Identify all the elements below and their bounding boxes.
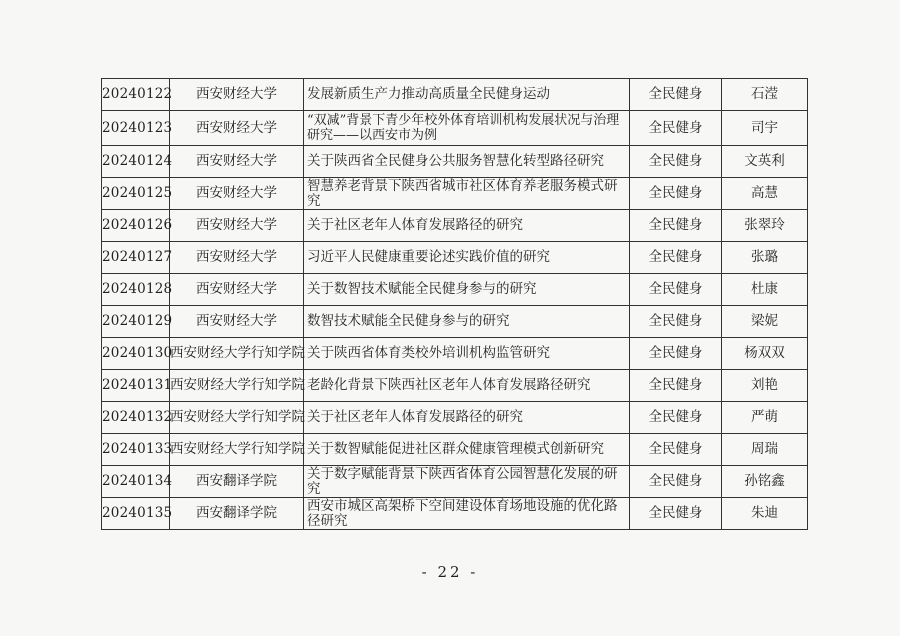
project-number-text: 20240132 [102,409,173,425]
category-cell [630,402,722,434]
category-cell [630,274,722,306]
person-name-text: 石滢 [751,86,778,102]
project-title-text: “双减”背景下青少年校外体育培训机构发展状况与治理研究——以西安市为例 [307,113,620,143]
person-name-cell [722,210,808,242]
project-number-text: 20240134 [102,473,173,489]
person-name-text: 杜康 [751,281,778,297]
person-name-cell [722,242,808,274]
table-row [102,402,808,434]
institution-cell [170,306,304,338]
project-table [101,78,808,530]
person-name-text: 司宇 [751,119,778,136]
page-number: - 22 - [421,563,479,581]
category-cell [630,338,722,370]
institution-cell [170,111,304,146]
table-row [102,210,808,242]
institution-cell [170,242,304,274]
category-cell [630,79,722,111]
project-number-text: 20240122 [102,86,173,102]
project-number-cell [102,434,173,466]
institution-cell [170,178,304,210]
category-cell [630,306,722,338]
project-title-text: 数智技术赋能全民健身参与的研究 [307,313,510,329]
person-name-text: 严萌 [751,409,778,425]
category-cell [630,370,722,402]
project-title-text: 西安市城区高架桥下空间建设体育场地设施的优化路径研究 [307,497,618,529]
person-name-text: 文英利 [744,153,785,169]
table-row [102,498,808,530]
category-text: 全民健身 [648,185,703,201]
category-text: 全民健身 [648,86,703,102]
person-name-text: 刘艳 [751,377,778,393]
person-name-cell [722,466,808,498]
person-name-cell [722,434,808,466]
table-row [102,111,808,146]
category-text: 全民健身 [648,249,703,265]
project-number-cell [102,178,173,210]
project-title-cell [304,111,630,146]
project-title-text: 关于数智赋能促进社区群众健康管理模式创新研究 [307,441,604,457]
table-row [102,338,808,370]
person-name-cell [722,274,808,306]
person-name-cell [722,178,808,210]
project-number-text: 20240127 [102,249,173,265]
table-row [102,146,808,178]
project-number-cell [102,111,173,146]
category-text: 全民健身 [648,345,703,361]
project-title-cell [304,79,630,111]
project-title-text: 老龄化背景下陕西社区老年人体育发展路径研究 [307,377,591,393]
project-title-cell [304,402,630,434]
person-name-cell [722,146,808,178]
institution-text: 西安财经大学 [196,249,277,265]
project-title-text: 关于陕西省体育类校外培训机构监管研究 [307,345,550,361]
project-title-cell [304,370,630,402]
table-body [102,79,808,530]
project-title-text: 关于陕西省全民健身公共服务智慧化转型路径研究 [307,153,604,169]
category-cell [630,498,722,530]
project-number-text: 20240129 [102,313,173,329]
category-text: 全民健身 [648,119,703,136]
project-number-cell [102,338,173,370]
project-title-text: 关于社区老年人体育发展路径的研究 [307,409,523,425]
institution-cell [170,498,304,530]
project-title-text: 关于社区老年人体育发展路径的研究 [307,217,523,233]
category-text: 全民健身 [648,281,703,297]
project-number-cell [102,402,173,434]
project-title-cell [304,434,630,466]
institution-cell [170,79,304,111]
institution-cell [170,146,304,178]
institution-cell [170,466,304,498]
category-cell [630,111,722,146]
institution-text: 西安财经大学行知学院 [170,409,305,425]
category-cell [630,146,722,178]
institution-text: 西安财经大学行知学院 [170,345,305,361]
project-title-cell [304,178,630,210]
project-number-text: 20240133 [102,441,173,457]
table-row [102,178,808,210]
project-title-text: 关于数字赋能背景下陕西省体育公园智慧化发展的研究 [307,465,618,497]
project-number-cell [102,242,173,274]
table-row [102,79,808,111]
category-text: 全民健身 [648,313,703,329]
project-title-text: 发展新质生产力推动高质量全民健身运动 [307,86,550,102]
project-number-text: 20240126 [102,217,173,233]
institution-text: 西安财经大学行知学院 [170,441,305,457]
project-number-cell [102,210,173,242]
category-text: 全民健身 [648,505,703,521]
project-number-text: 20240131 [102,377,173,393]
table-row [102,466,808,498]
institution-text: 西安财经大学 [196,153,277,169]
institution-text: 西安财经大学 [196,119,277,136]
person-name-cell [722,498,808,530]
institution-cell [170,338,304,370]
person-name-text: 张璐 [751,249,778,265]
category-text: 全民健身 [648,441,703,457]
person-name-cell [722,338,808,370]
person-name-cell [722,402,808,434]
institution-text: 西安翻译学院 [196,473,277,489]
institution-cell [170,434,304,466]
person-name-text: 张翠玲 [744,217,785,233]
project-title-text: 智慧养老背景下陕西省城市社区体育养老服务模式研究 [307,177,618,209]
project-title-cell [304,210,630,242]
person-name-text: 朱迪 [751,505,778,521]
person-name-cell [722,111,808,146]
category-text: 全民健身 [648,409,703,425]
institution-text: 西安财经大学 [196,217,277,233]
project-number-text: 20240123 [102,119,173,136]
project-title-cell [304,146,630,178]
category-cell [630,210,722,242]
project-title-cell [304,274,630,306]
project-number-text: 20240124 [102,153,173,169]
project-number-text: 20240130 [102,345,173,361]
project-number-text: 20240125 [102,185,173,201]
project-title-cell [304,242,630,274]
category-text: 全民健身 [648,153,703,169]
person-name-text: 孙铭鑫 [744,473,785,489]
table-row [102,274,808,306]
category-text: 全民健身 [648,473,703,489]
project-number-text: 20240128 [102,281,173,297]
table-row [102,370,808,402]
project-title-cell [304,338,630,370]
institution-cell [170,402,304,434]
category-text: 全民健身 [648,217,703,233]
category-cell [630,242,722,274]
project-title-text: 关于数智技术赋能全民健身参与的研究 [307,281,537,297]
institution-text: 西安翻译学院 [196,505,277,521]
person-name-cell [722,370,808,402]
category-cell [630,178,722,210]
category-cell [630,466,722,498]
table-row [102,306,808,338]
institution-text: 西安财经大学 [196,313,277,329]
institution-cell [170,370,304,402]
project-title-cell [304,498,630,530]
project-number-cell [102,306,173,338]
institution-cell [170,210,304,242]
category-cell [630,434,722,466]
project-number-cell [102,146,173,178]
institution-cell [170,274,304,306]
institution-text: 西安财经大学 [196,185,277,201]
person-name-cell [722,306,808,338]
project-title-cell [304,466,630,498]
project-number-cell [102,274,173,306]
category-text: 全民健身 [648,377,703,393]
person-name-text: 高慧 [751,185,778,201]
project-title-cell [304,306,630,338]
project-number-cell [102,79,173,111]
institution-text: 西安财经大学 [196,281,277,297]
project-title-text: 习近平人民健康重要论述实践价值的研究 [307,249,550,265]
institution-text: 西安财经大学行知学院 [170,377,305,393]
project-number-cell [102,370,173,402]
table-row [102,242,808,274]
institution-text: 西安财经大学 [196,86,277,102]
project-number-cell [102,466,173,498]
person-name-text: 梁妮 [751,313,778,329]
person-name-cell [722,79,808,111]
person-name-text: 周瑞 [751,441,778,457]
project-number-text: 20240135 [102,505,173,521]
person-name-text: 杨双双 [744,345,785,361]
project-number-cell [102,498,173,530]
table-row [102,434,808,466]
